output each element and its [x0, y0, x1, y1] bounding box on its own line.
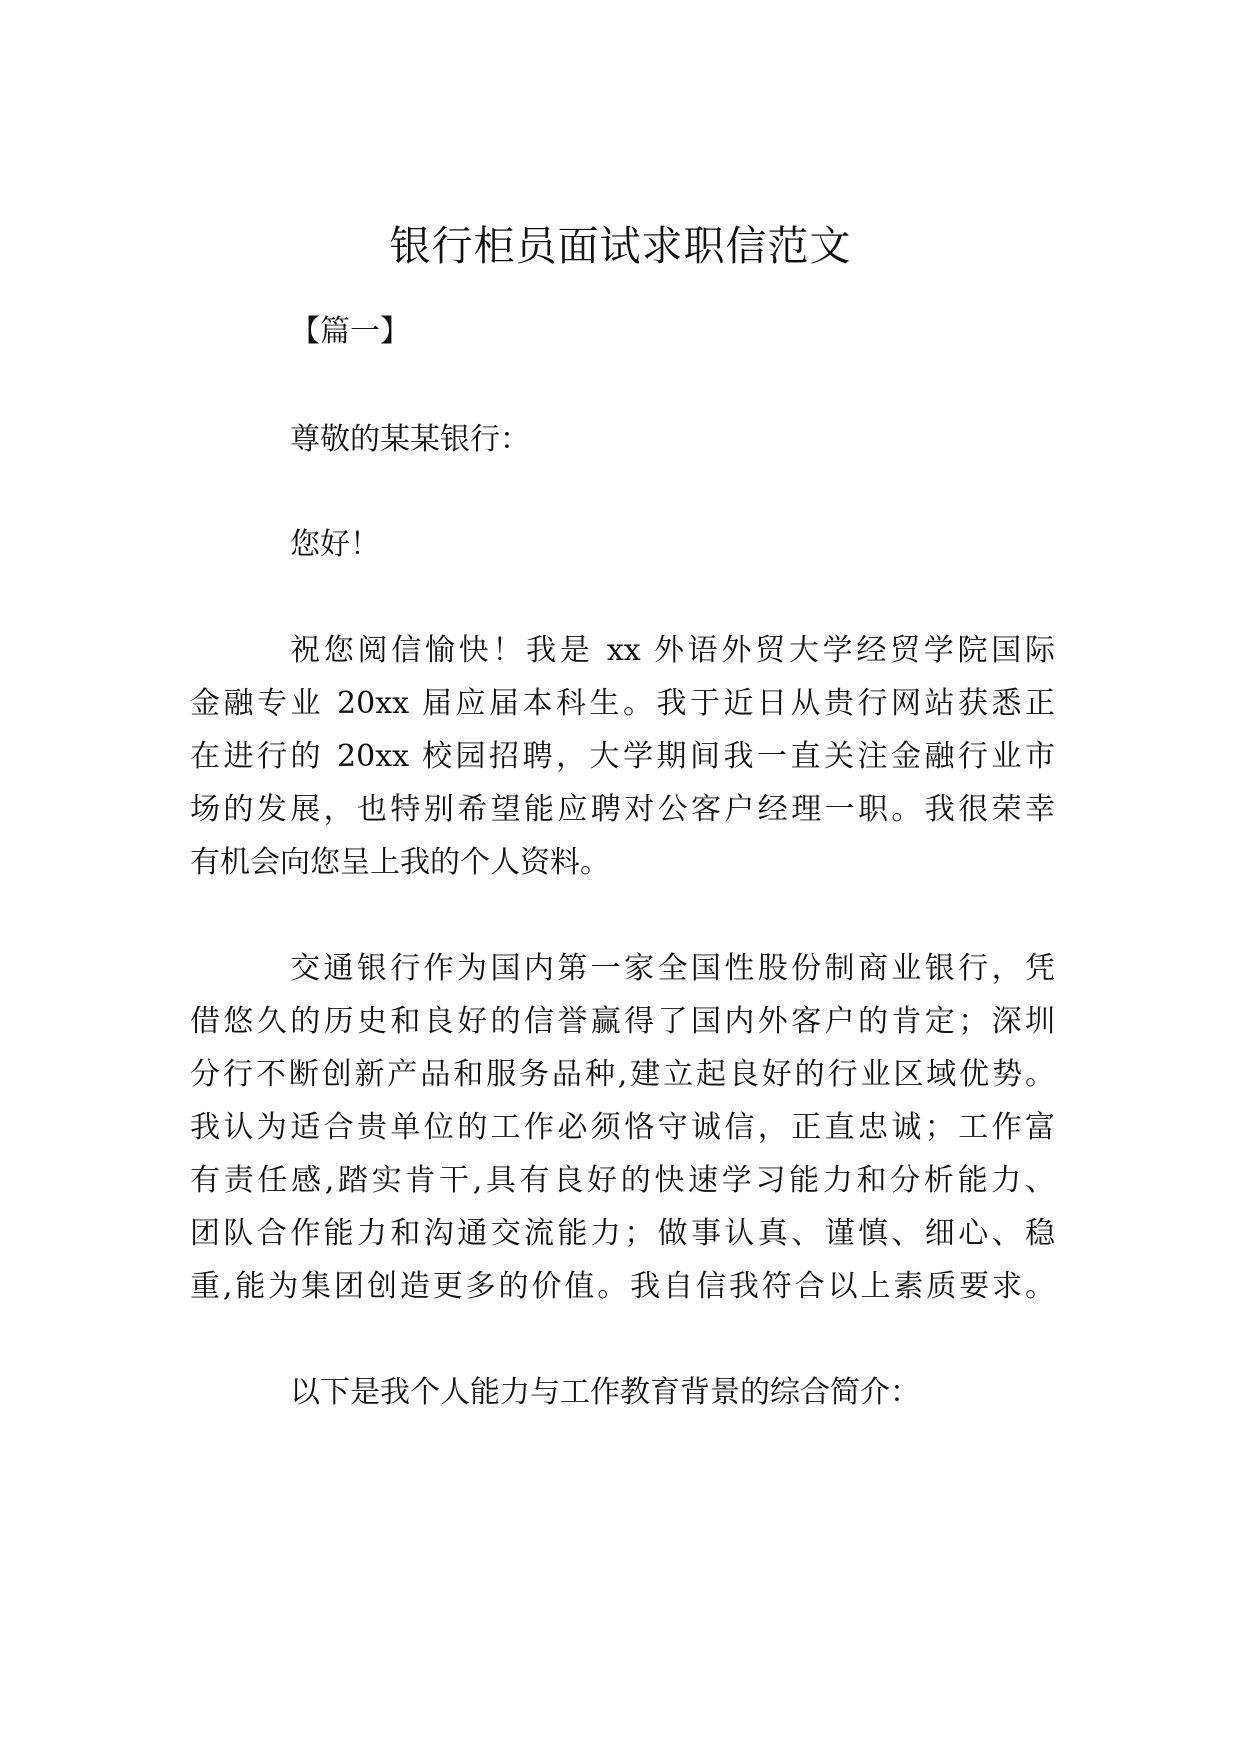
paragraph-2-line: 重,能为集团创造更多的价值。我自信我符合以上素质要求。 [190, 1269, 1055, 1304]
paragraph-1-line: 在进行的 20xx 校园招聘，大学期间我一直关注金融行业市 [190, 739, 1055, 774]
greeting: 您好！ [290, 527, 380, 562]
paragraph-2-line: 团队合作能力和沟通交流能力；做事认真、谨慎、细心、稳 [190, 1216, 1055, 1251]
paragraph-2-line: 我认为适合贵单位的工作必须恪守诚信，正直忠诚；工作富 [190, 1110, 1055, 1145]
salutation: 尊敬的某某银行： [290, 422, 530, 457]
paragraph-2-line: 分行不断创新产品和服务品种,建立起良好的行业区域优势。 [190, 1057, 1055, 1092]
paragraph-2-line: 有责任感,踏实肯干,具有良好的快速学习能力和分析能力、 [190, 1163, 1055, 1198]
paragraph-1-line: 祝您阅信愉快！我是 xx 外语外贸大学经贸学院国际 [290, 633, 1055, 668]
document-title: 银行柜员面试求职信范文 [389, 222, 852, 270]
section-label: 【篇一】 [290, 314, 410, 349]
paragraph-2-line: 借悠久的历史和良好的信誉赢得了国内外客户的肯定；深圳 [190, 1004, 1055, 1039]
paragraph-2-line: 交通银行作为国内第一家全国性股份制商业银行，凭 [290, 951, 1055, 986]
paragraph-3-line: 以下是我个人能力与工作教育背景的综合简介： [290, 1375, 920, 1410]
paragraph-1-line: 金融专业 20xx 届应届本科生。我于近日从贵行网站获悉正 [190, 686, 1055, 721]
paragraph-1-line: 有机会向您呈上我的个人资料。 [190, 845, 610, 880]
paragraph-1-line: 场的发展，也特别希望能应聘对公客户经理一职。我很荣幸 [190, 792, 1055, 827]
